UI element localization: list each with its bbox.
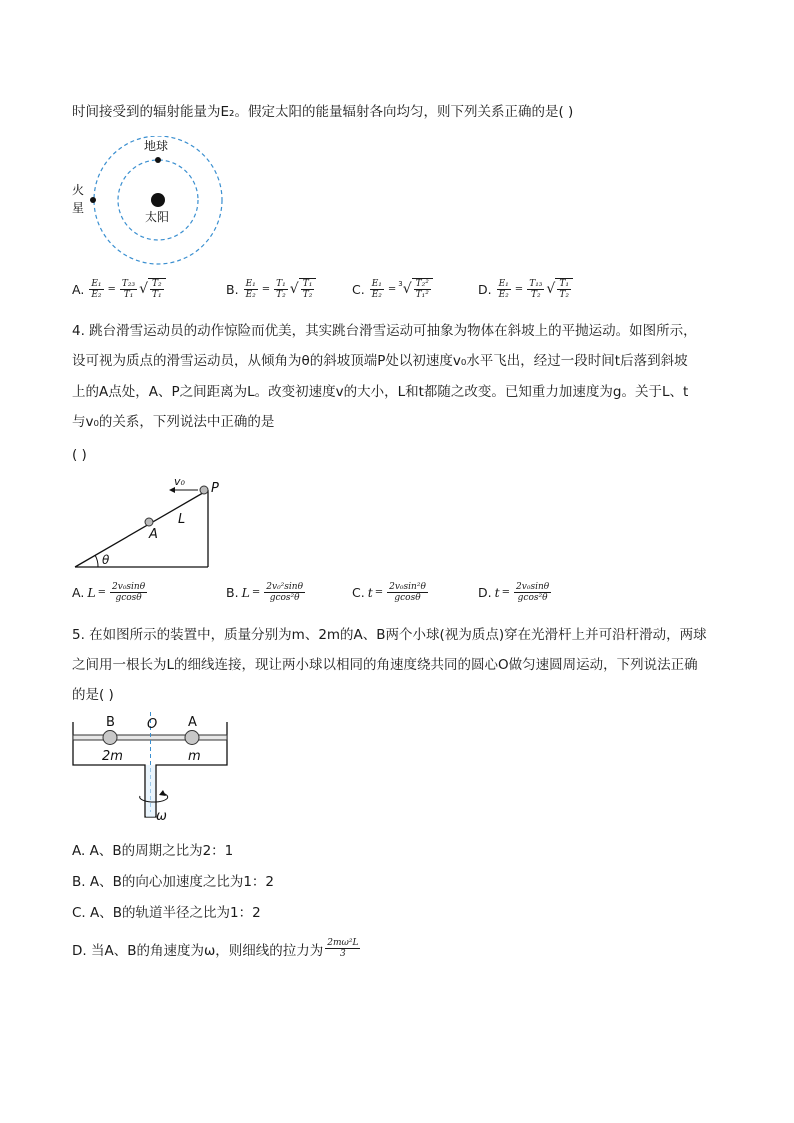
q4-line-5: ( ) (72, 447, 87, 463)
b-label: B (106, 715, 115, 730)
earth-label: 地球 (144, 139, 169, 153)
mass-a-label: m (188, 749, 201, 764)
q4-slope-figure (70, 472, 220, 572)
theta-label: θ (102, 553, 110, 567)
q5-option-a: A. A、B的周期之比为2：1 (72, 843, 234, 859)
ball-b (103, 731, 117, 745)
q5-line-1: 5. 在如图所示的装置中，质量分别为m、2m的A、B两个小球(视为质点)穿在光滑杆上并可沿杆滑动，两球 (72, 627, 707, 643)
q3-orbit-figure (68, 136, 238, 266)
o-label: O (147, 717, 158, 732)
q5-option-c: C. A、B的轨道半径之比为1：2 (72, 905, 261, 921)
q4-option-c: C. t = $\frac{\text{2v₀sin²θ}}{gcos\theta}$ (352, 582, 426, 603)
q4-option-b: B. L = $\frac{\text{2v₀²sinθ}}{\text{gcos²θ}}$ (226, 582, 304, 603)
p-label: P (211, 481, 219, 496)
q5-rotating-rod-figure (70, 712, 230, 827)
q5-option-b: B. A、B的向心加速度之比为1：2 (72, 874, 275, 890)
q3-option-c: C. $\frac{\text{E₁}}{\text{E₂}}$ = 3 √ $\frac{\text{T₂²}}{\text{T₁²}}$ (352, 278, 433, 300)
omega-label: ω (156, 809, 167, 824)
mars-label-2: 星 (72, 201, 85, 215)
q3-option-a: A. $\frac{\text{E₁}}{\text{E₂}}$ = $\frac{\text{T₂₃}}{\text{T₁}}$ √ $\frac{\text{T₂}}{\text{T₁}}$ (72, 278, 166, 300)
q5-line-3: 的是( ) (72, 687, 114, 703)
q4-option-a: A. L = $\frac{\text{2v₀sinθ}}{gcos\theta}$ (72, 582, 146, 603)
mars-dot (90, 197, 96, 203)
q5-line-2: 之间用一根长为L的细线连接，现让两小球以相同的角速度绕共同的圆心O做匀速圆周运动，下列说法正确 (72, 657, 698, 673)
q4-line-1: 4. 跳台滑雪运动员的动作惊险而优美，其实跳台滑雪运动可抽象为物体在斜坡上的平抛运动。如图所示， (72, 323, 697, 339)
q3-intro: 时间接受到的辐射能量为E₂。假定太阳的能量辐射各向均匀，则下列关系正确的是( ) (72, 104, 574, 120)
mars-label-1: 火 (72, 183, 85, 197)
theta-arc (95, 555, 98, 567)
sun-label: 太阳 (145, 210, 170, 224)
q5-option-d: D. 当A、B的角速度为ω，则细线的拉力为 $\frac{\text{2mω²L}}{3}$ (72, 938, 359, 959)
q4-option-d: D. t = $\frac{\text{2v₀sinθ}}{\text{gcos²θ}}$ (478, 582, 550, 603)
point-a (145, 518, 153, 526)
q3-option-b: B. $\frac{\text{E₁}}{\text{E₂}}$ = $\frac{\text{T₁}}{\text{T₂}}$ √ $\frac{\text{T₁}}{\text{T₂}}$ (226, 278, 316, 300)
mass-b-label: 2m (102, 749, 123, 764)
a-label: A (188, 715, 197, 730)
sun-dot (151, 193, 165, 207)
q4-line-4: 与v₀的关系，下列说法中正确的是 (72, 414, 275, 430)
q4-line-2: 设可视为质点的滑雪运动员，从倾角为θ的斜坡顶端P处以初速度v₀水平飞出，经过一段时间t后落到斜坡 (72, 353, 688, 369)
ball-a (185, 731, 199, 745)
shaft-fill (146, 765, 155, 817)
rotation-arrowhead (159, 790, 166, 796)
point-p (200, 486, 208, 494)
l-label: L (178, 512, 186, 527)
q4-line-3: 上的A点处，A、P之间距离为L。改变初速度v的大小，L和t都随之改变。已知重力加速度为g。关于L、t (72, 384, 689, 400)
q3-option-d: D. $\frac{\text{E₁}}{\text{E₂}}$ = $\frac{\text{T₁₃}}{\text{T₂}}$ √ $\frac{\text{T₁}}{\text{T₂}}$ (478, 278, 573, 300)
earth-dot (155, 157, 161, 163)
v0-label: v₀ (174, 475, 185, 488)
a-label: A (149, 527, 158, 542)
